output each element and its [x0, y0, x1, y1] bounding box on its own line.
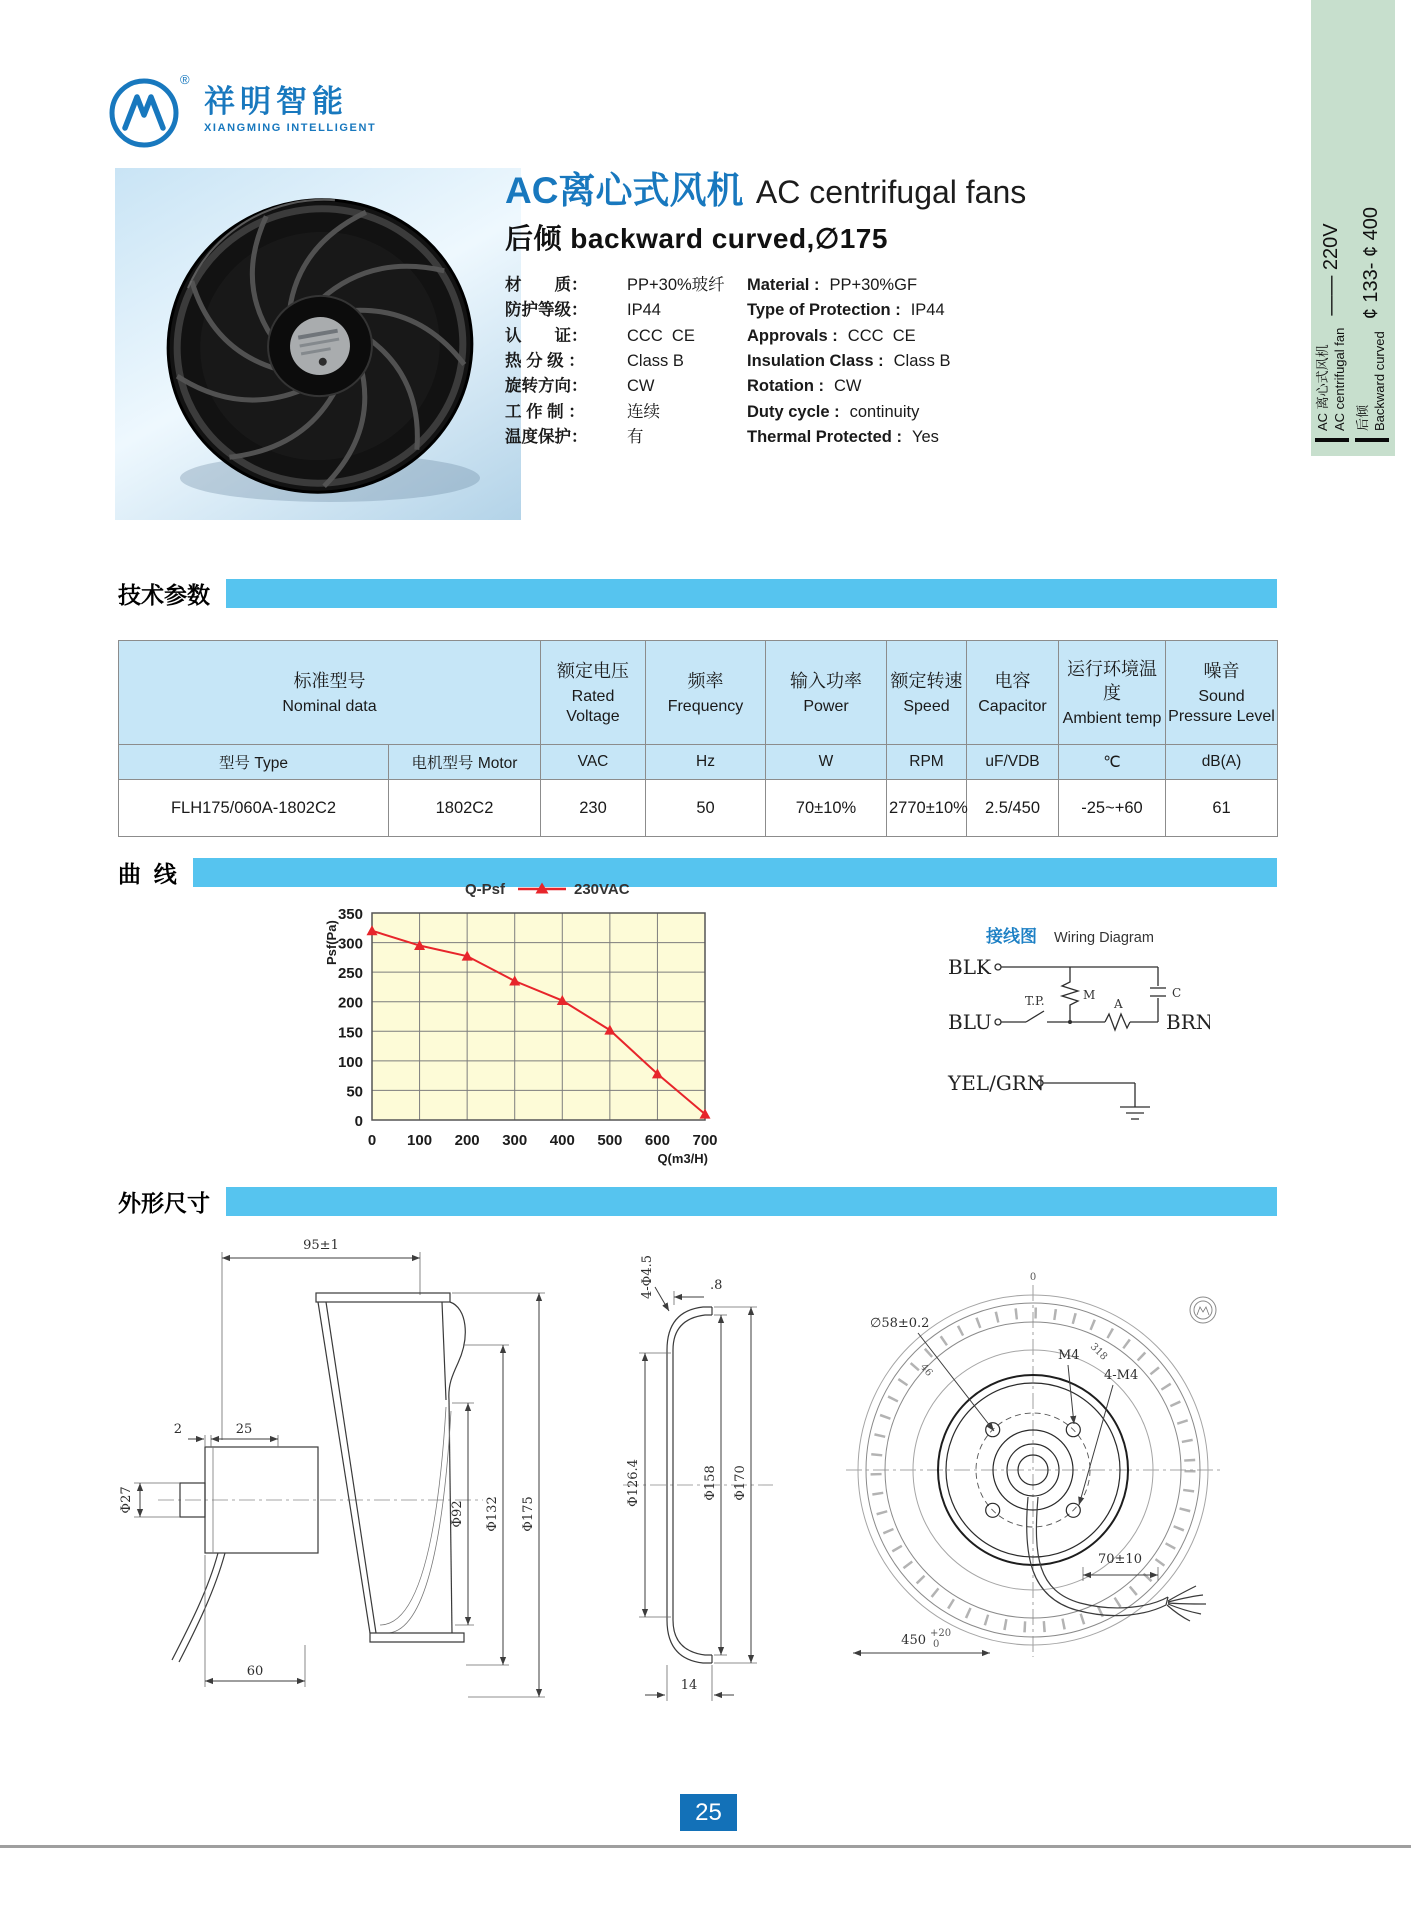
section-header-tech: [118, 577, 1277, 610]
svg-text:200: 200: [337, 994, 363, 1012]
spec-value-en: Class B: [893, 352, 951, 371]
col-header-capacitor: 电容 Capacitor: [967, 641, 1059, 745]
brand-icon: [100, 66, 192, 154]
spec-row-approvals: [505, 322, 1095, 347]
svg-text:500: 500: [597, 1132, 623, 1149]
side-tab-series: [1315, 170, 1349, 442]
y-axis-label: Psf(Pa): [324, 920, 339, 965]
svg-text:250: 250: [337, 965, 363, 983]
col-header-noise: 噪音 Sound Pressure Level: [1166, 641, 1278, 745]
spec-row-protection: [505, 296, 1095, 321]
section-bar: [226, 1187, 1277, 1216]
spec-label-cn: 旋转方向：: [505, 377, 588, 396]
spec-label-en: Rotation :: [747, 377, 824, 396]
drawing-rear-view: [846, 1272, 1220, 1657]
spec-list: [505, 271, 1095, 449]
spec-value-en: CCC CE: [847, 326, 916, 345]
spec-row-insulation: [505, 347, 1095, 372]
unit-rpm: RPM: [887, 745, 967, 780]
cell-ambient: -25~+60: [1059, 780, 1166, 837]
fan-image: [115, 168, 521, 520]
spec-label-cn: 材 质：: [505, 275, 588, 294]
dim-cable-tol-dn: 0: [933, 1639, 940, 1650]
table-units-row: [119, 745, 1278, 780]
unit-uf: uF/VDB: [967, 745, 1059, 780]
col-header-speed: 额定转速 Speed: [887, 641, 967, 745]
svg-text:150: 150: [337, 1024, 363, 1042]
side-tab-voltage: —— 220V: [1320, 223, 1343, 316]
spec-row-material: [505, 271, 1095, 296]
dim-cable-length: 450: [901, 1633, 926, 1648]
spec-value-cn: Class B: [627, 352, 684, 371]
product-subtitle: 后倾 backward curved,∅175: [505, 222, 888, 254]
side-tab-series-cn: AC 离心式风机: [1315, 344, 1330, 431]
dim-shaft: Φ27: [119, 1486, 134, 1514]
dim-depth: 95±1: [303, 1238, 339, 1253]
wiring-title-cn: 接线图: [986, 927, 1037, 946]
cell-noise: 61: [1166, 780, 1278, 837]
spec-label-cn: 热 分 级 ：: [505, 352, 585, 371]
side-tab-size-range: ¢ 133- ¢ 400: [1360, 206, 1383, 320]
spec-value-en: Yes: [911, 428, 939, 447]
cell-power: 70±10%: [766, 780, 887, 837]
spec-label-cn: 温度保护：: [505, 428, 588, 447]
unit-hz: Hz: [646, 745, 766, 780]
legend-entry-label: 230VAC: [574, 881, 630, 898]
product-info: [505, 172, 1095, 449]
spec-value-en: PP+30%GF: [829, 275, 918, 294]
wire-label-yelgrn: YEL/GRN: [948, 1071, 1045, 1095]
unit-temp: ℃: [1059, 745, 1166, 780]
svg-text:600: 600: [644, 1132, 670, 1149]
spec-label-en: Type of Protection :: [747, 301, 901, 320]
wiring-diagram: [930, 912, 1210, 1147]
spec-table: [118, 640, 1278, 837]
side-tab-type-cn: 后倾: [1355, 404, 1370, 431]
dim-wire-strip: 70±10: [1098, 1552, 1142, 1567]
thermal-protector-label: T.P.: [1025, 994, 1045, 1008]
table-data-row: [119, 780, 1278, 837]
spec-label-en: Duty cycle :: [747, 402, 840, 421]
section-title-dims: 外形尺寸: [118, 1190, 210, 1216]
section-title-curve: 曲 线: [118, 861, 177, 887]
dim-motor-length: 60: [246, 1664, 264, 1679]
product-title-cn: AC离心式风机: [505, 170, 744, 211]
aux-winding-label: A: [1114, 997, 1123, 1011]
unit-w: W: [766, 745, 887, 780]
svg-text:350: 350: [337, 906, 363, 923]
x-axis-label: Q(m3/H): [657, 1151, 708, 1166]
spec-value-cn: PP+30%玻纤: [627, 275, 725, 294]
capacitor-label: C: [1172, 986, 1182, 1000]
wire-label-blu: BLU: [948, 1010, 992, 1034]
dim-cable-tol-up: +20: [930, 1628, 952, 1639]
footer-rule: [0, 1845, 1411, 1848]
cable-strands: [1167, 1586, 1206, 1621]
product-photo: [115, 168, 521, 520]
page-number: 25: [680, 1794, 737, 1831]
unit-motor: 电机型号 Motor: [389, 745, 541, 780]
dim-ring-depth: 14: [680, 1678, 698, 1693]
dim-outer-dia: Φ175: [521, 1496, 536, 1532]
dim-step: 2: [173, 1422, 182, 1437]
spec-label-en: Thermal Protected :: [747, 428, 902, 447]
svg-text:50: 50: [346, 1083, 363, 1101]
performance-chart: [300, 868, 770, 1168]
spec-label-cn: 防护等级：: [505, 301, 588, 320]
svg-text:200: 200: [454, 1132, 480, 1149]
spec-label-en: Approvals :: [747, 326, 838, 345]
spec-row-duty: [505, 398, 1095, 423]
dim-arc-318: 318: [1087, 1341, 1110, 1363]
dimension-drawings: [118, 1225, 1258, 1725]
drawing-inlet-ring: [623, 1255, 773, 1701]
brand-name-cn: 祥明智能: [204, 84, 348, 119]
svg-text:400: 400: [549, 1132, 575, 1149]
col-header-ambient: 运行环境温度 Ambient temp: [1059, 641, 1166, 745]
svg-text:100: 100: [337, 1053, 363, 1071]
spec-value-cn: 连续: [627, 402, 660, 421]
spec-label-cn: 工 作 制 ：: [505, 402, 585, 421]
dim-flange-holes: 4-Φ4.5: [640, 1255, 655, 1299]
dim-thread: M4: [1058, 1348, 1080, 1363]
svg-text:300: 300: [337, 935, 363, 953]
spec-value-en: IP44: [910, 301, 945, 320]
side-tab-type: [1355, 170, 1389, 442]
spec-label-en: Insulation Class :: [747, 352, 884, 371]
drawing-side-view: [119, 1238, 545, 1697]
dim-mid-dia: Φ132: [485, 1496, 500, 1532]
section-title-tech: 技术参数: [118, 582, 210, 608]
registered-mark: ®: [180, 72, 190, 87]
cell-motor: 1802C2: [389, 780, 541, 837]
cell-voltage: 230: [541, 780, 646, 837]
section-bar: [226, 579, 1277, 608]
spec-value-en: CW: [833, 377, 862, 396]
section-header-dims: [118, 1185, 1277, 1218]
unit-type: 型号 Type: [119, 745, 389, 780]
cell-capacitor: 2.5/450: [967, 780, 1059, 837]
col-header-power: 输入功率 Power: [766, 641, 887, 745]
spec-value-en: continuity: [849, 402, 920, 421]
wire-label-blk: BLK: [948, 955, 991, 979]
spec-label-en: Material :: [747, 275, 820, 294]
cell-frequency: 50: [646, 780, 766, 837]
spec-value-cn: CCC CE: [627, 326, 695, 345]
svg-text:700: 700: [692, 1132, 718, 1149]
dim-ring-flange: Φ158: [703, 1465, 718, 1501]
dim-bolt-circle: ∅58±0.2: [870, 1316, 930, 1331]
svg-text:300: 300: [502, 1132, 528, 1149]
cell-model: FLH175/060A-1802C2: [119, 780, 389, 837]
dim-lip: .8: [710, 1278, 723, 1293]
spec-value-cn: IP44: [627, 301, 661, 320]
dim-ring-outer: Φ170: [733, 1465, 748, 1501]
unit-vac: VAC: [541, 745, 646, 780]
col-header-voltage: 额定电压 Rated Voltage: [541, 641, 646, 745]
spec-label-cn: 认 证：: [505, 326, 588, 345]
brand-logo: [100, 66, 376, 154]
svg-text:100: 100: [407, 1132, 433, 1149]
dim-zero-mark: 0: [1029, 1272, 1037, 1283]
spec-value-cn: CW: [627, 377, 655, 396]
logo-stamp-icon: [1190, 1297, 1216, 1323]
cell-speed: 2770±10%: [887, 780, 967, 837]
motor-label: M: [1083, 988, 1096, 1002]
wire-label-brn: BRN: [1166, 1010, 1210, 1034]
table-header-row: [119, 641, 1278, 745]
side-tab: [1311, 0, 1395, 456]
svg-text:0: 0: [367, 1132, 377, 1149]
dim-arc-46: 46: [917, 1361, 935, 1379]
brand-name-en: XIANGMING INTELLIGENT: [204, 122, 377, 134]
wiring-title-en: Wiring Diagram: [1054, 930, 1154, 946]
side-tab-type-en: Backward curved: [1371, 331, 1387, 431]
spec-value-cn: 有: [627, 428, 644, 447]
legend-series-label: Q-Psf: [464, 881, 505, 898]
spec-row-thermal: [505, 423, 1095, 448]
unit-db: dB(A): [1166, 745, 1278, 780]
product-title-en: AC centrifugal fans: [755, 174, 1027, 210]
col-header-frequency: 频率 Frequency: [646, 641, 766, 745]
dim-hub-dia: Φ92: [450, 1500, 465, 1528]
spec-row-rotation: [505, 372, 1095, 397]
dim-ring-inner: Φ126.4: [626, 1459, 641, 1507]
chart-legend: [465, 881, 630, 898]
product-title: [505, 172, 1095, 211]
side-tab-series-en: AC centrifugal fan: [1331, 327, 1347, 431]
col-header-model: 标准型号 Nominal data: [119, 641, 541, 745]
svg-text:0: 0: [354, 1113, 363, 1130]
dim-hub-depth: 25: [235, 1422, 253, 1437]
dim-threads-count: 4-M4: [1104, 1368, 1139, 1383]
